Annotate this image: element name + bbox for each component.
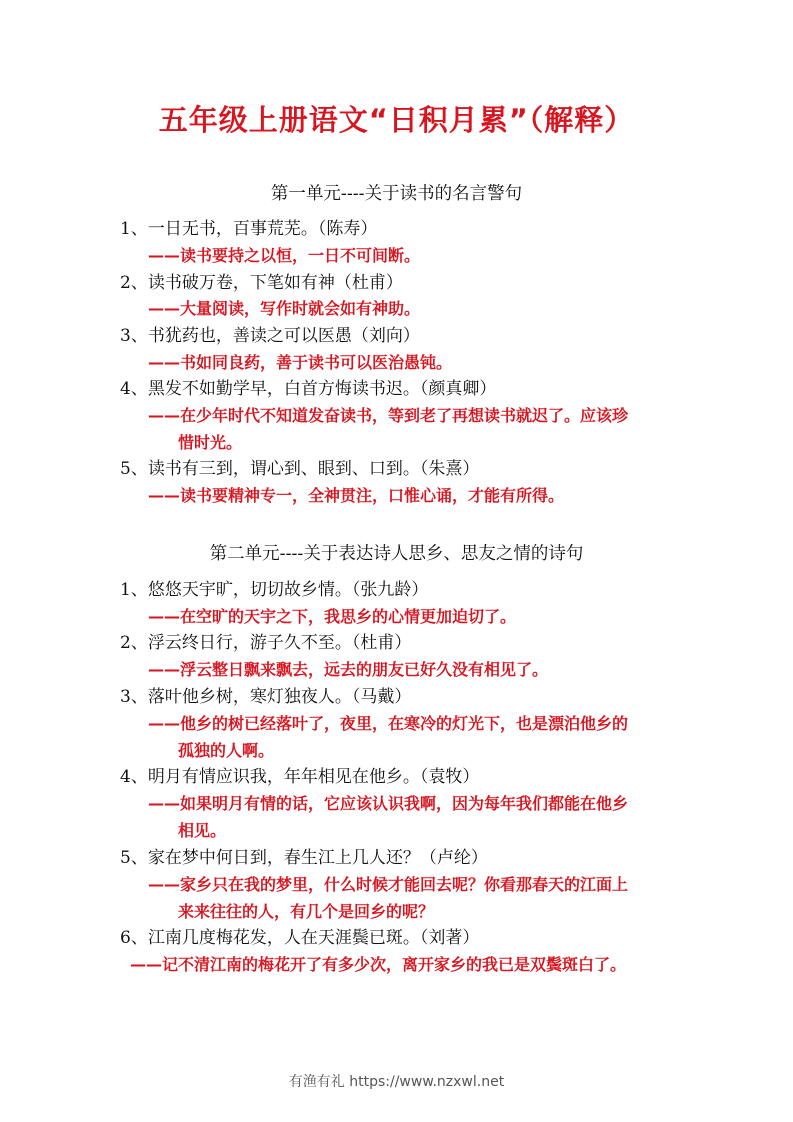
explanation-text: ——读书要持之以恒，一日不可间断。 — [148, 246, 421, 265]
explanation-text-continued: 惜时光。 — [178, 433, 243, 452]
explanation-text: ——记不清江南的梅花开了有多少次，离开家乡的我已是双鬓斑白了。 — [130, 955, 627, 974]
explanation-text: ——读书要精神专一，全神贯注，口惟心诵，才能有所得。 — [148, 486, 565, 505]
quote-text: 4、明月有情应识我，年年相见在他乡。（袁牧） — [120, 767, 480, 787]
explanation-text: ——他乡的树已经落叶了，夜里，在寒冷的灯光下，也是漂泊他乡的 — [148, 714, 629, 733]
quote-text: 2、读书破万卷，下笔如有神（杜甫） — [120, 273, 403, 293]
explanation-text-continued: 相见。 — [178, 821, 227, 840]
quote-text: 5、家在梦中何日到，春生江上几人还？（卢纶） — [120, 848, 488, 868]
quote-text: 4、黑发不如勤学早，白首方悔读书迟。（颜真卿） — [120, 379, 497, 399]
explanation-text: ——大量阅读，写作时就会如有神助。 — [148, 299, 421, 318]
quote-text: 2、浮云终日行，游子久不至。（杜甫） — [120, 633, 412, 653]
quote-text: 6、江南几度梅花发，人在天涯鬓已斑。（刘著） — [120, 928, 480, 948]
section-heading: 第一单元----关于读书的名言警句 — [270, 184, 523, 204]
quote-text: 3、落叶他乡树，寒灯独夜人。（马戴） — [120, 687, 412, 707]
explanation-text: ——在少年时代不知道发奋读书，等到老了再想读书就迟了。应该珍 — [148, 406, 629, 425]
document-title: 五年级上册语文“日积月累”（解释） — [158, 103, 635, 137]
quote-text: 1、一日无书，百事荒芜。（陈寿） — [120, 219, 378, 239]
explanation-text: ——家乡只在我的梦里，什么时候才能回去呢？你看那春天的江面上 — [148, 875, 629, 894]
quote-text: 3、书犹药也，善读之可以医愚（刘向） — [120, 326, 420, 346]
quote-text: 1、悠悠天宇旷，切切故乡情。（张九龄） — [120, 580, 429, 600]
explanation-text-continued: 孤独的人啊。 — [178, 741, 275, 760]
explanation-text: ——书如同良药，善于读书可以医治愚钝。 — [148, 353, 453, 372]
explanation-text: ——浮云整日飘来飘去，远去的朋友已好久没有相见了。 — [148, 660, 549, 679]
explanation-text: ——如果明月有情的话，它应该认识我啊，因为每年我们都能在他乡 — [148, 794, 629, 813]
explanation-text: ——在空旷的天宇之下，我思乡的心情更加迫切了。 — [148, 607, 517, 626]
footer-watermark: 有渔有礼 https://www.nzxwl.net — [288, 1074, 505, 1090]
explanation-text-continued: 来来往往的人，有几个是回乡的呢？ — [178, 902, 435, 921]
section-heading: 第二单元----关于表达诗人思乡、思友之情的诗句 — [209, 544, 584, 564]
quote-text: 5、读书有三到，谓心到、眼到、口到。（朱熹） — [120, 459, 480, 479]
